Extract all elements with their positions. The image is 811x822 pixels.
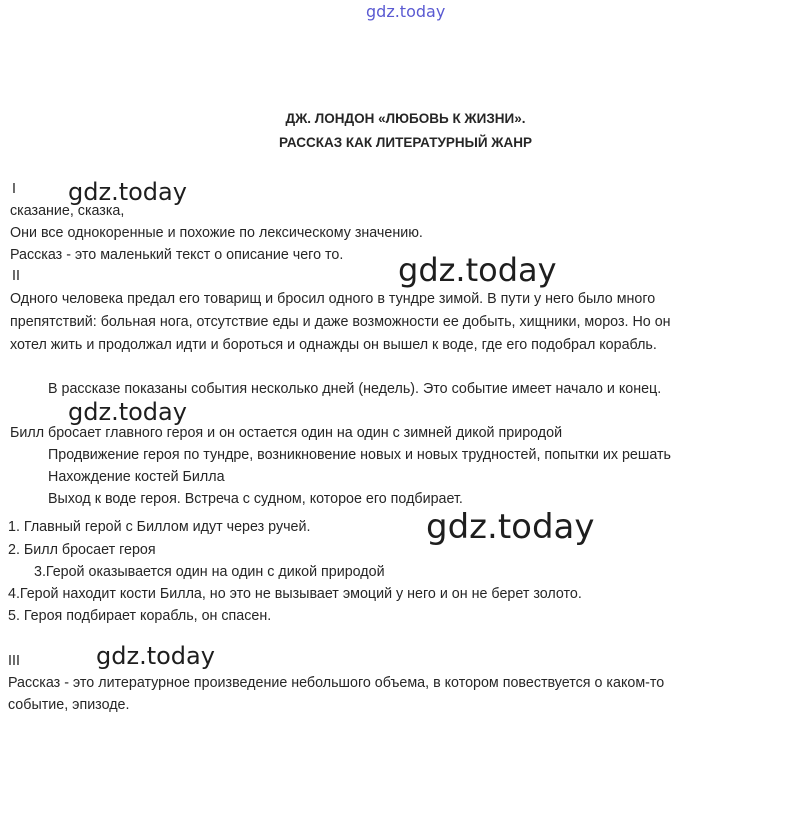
section-numeral: III [8, 653, 20, 669]
numbered-item: 1. Главный герой с Биллом идут через ручей. [8, 519, 311, 535]
plot-line: Выход к воде героя. Встреча с судном, которое его подбирает. [48, 491, 463, 507]
watermark-top: gdz.today [366, 2, 446, 21]
watermark: gdz.today [426, 507, 595, 547]
page-title: ДЖ. ЛОНДОН «ЛЮБОВЬ К ЖИЗНИ». [285, 111, 526, 126]
watermark: gdz.today [68, 178, 187, 206]
watermark: gdz.today [398, 251, 557, 289]
numbered-item: 2. Билл бросает героя [8, 542, 156, 558]
section3-line: событие, эпизоде. [8, 697, 130, 713]
section1-line: Они все однокоренные и похожие по лексическому значению. [10, 225, 423, 241]
plot-line: Билл бросает главного героя и он остается один на один с зимней дикой природой [10, 425, 563, 441]
section3-line: Рассказ - это литературное произведение небольшого объема, в котором повествуется о каком-то [8, 675, 665, 691]
section-numeral: II [12, 268, 20, 284]
numbered-item: 4.Герой находит кости Билла, но это не вызывает эмоций у него и он не берет золото. [8, 586, 582, 602]
watermark: gdz.today [96, 642, 215, 670]
numbered-item: 3.Герой оказывается один на один с дикой природой [34, 564, 385, 580]
paragraph-line: препятствий: больная нога, отсутствие еды и даже возможности ее добыть, хищники, мороз. Но он [10, 314, 671, 330]
page-subtitle: РАССКАЗ КАК ЛИТЕРАТУРНЫЙ ЖАНР [279, 135, 532, 150]
plot-line: Нахождение костей Билла [48, 469, 225, 485]
numbered-item: 5. Героя подбирает корабль, он спасен. [8, 608, 272, 624]
events-line: В рассказе показаны события несколько дней (недель). Это событие имеет начало и конец. [48, 381, 662, 397]
section1-line: сказание, сказка, [10, 203, 125, 219]
section1-line: Рассказ - это маленький текст о описание чего то. [10, 247, 344, 263]
paragraph-line: Одного человека предал его товарищ и бросил одного в тундре зимой. В пути у него было много [10, 291, 656, 307]
paragraph-line: хотел жить и продолжал идти и бороться и однажды он вышел к воде, где его подобрал корабль. [10, 337, 657, 353]
plot-line: Продвижение героя по тундре, возникновение новых и новых трудностей, попытки их решать [48, 447, 671, 463]
section-numeral: I [12, 181, 16, 197]
watermark: gdz.today [68, 398, 187, 426]
